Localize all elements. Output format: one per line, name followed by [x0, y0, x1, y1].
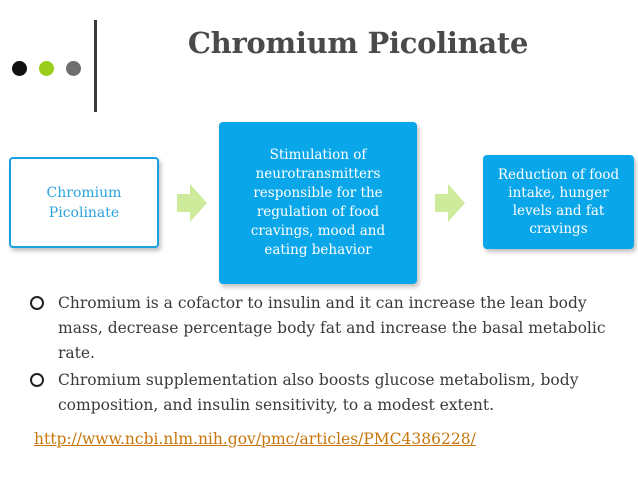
flow-box-stimulation-label: Stimulation of neurotransmitters responsible for the regulation of food cravings, mood and eating behavior: [250, 147, 386, 258]
decor-dot-gray: [66, 61, 81, 76]
right-arrow-icon: [177, 184, 207, 222]
bullet-text: Chromium is a cofactor to insulin and it can increase the lean body mass, decrease percentage body fat and increase the basal metabolic rate.: [58, 294, 606, 362]
bullet-list: [26, 291, 626, 420]
bullet-item: [26, 291, 626, 366]
flow-box-reduction: [483, 155, 634, 249]
flow-box-chromium-label: Chromium Picolinate: [46, 184, 122, 221]
bullet-text: Chromium supplementation also boosts glucose metabolism, body composition, and insulin sensitivity, to a modest extent.: [58, 371, 579, 414]
flow-box-chromium: [9, 157, 159, 248]
source-link[interactable]: http://www.ncbi.nlm.nih.gov/pmc/articles/PMC4386228/: [34, 430, 476, 448]
bullet-circle-icon: [30, 373, 44, 387]
title-divider: [94, 20, 97, 112]
flow-box-stimulation: [219, 122, 417, 284]
flow-box-reduction-label: Reduction of food intake, hunger levels and fat cravings: [497, 167, 620, 237]
decor-dot-green: [39, 61, 54, 76]
slide-title: Chromium Picolinate: [187, 26, 529, 60]
bullet-circle-icon: [30, 296, 44, 310]
decor-dot-black: [12, 61, 27, 76]
bullet-item: [26, 368, 626, 418]
right-arrow-icon: [435, 184, 465, 222]
